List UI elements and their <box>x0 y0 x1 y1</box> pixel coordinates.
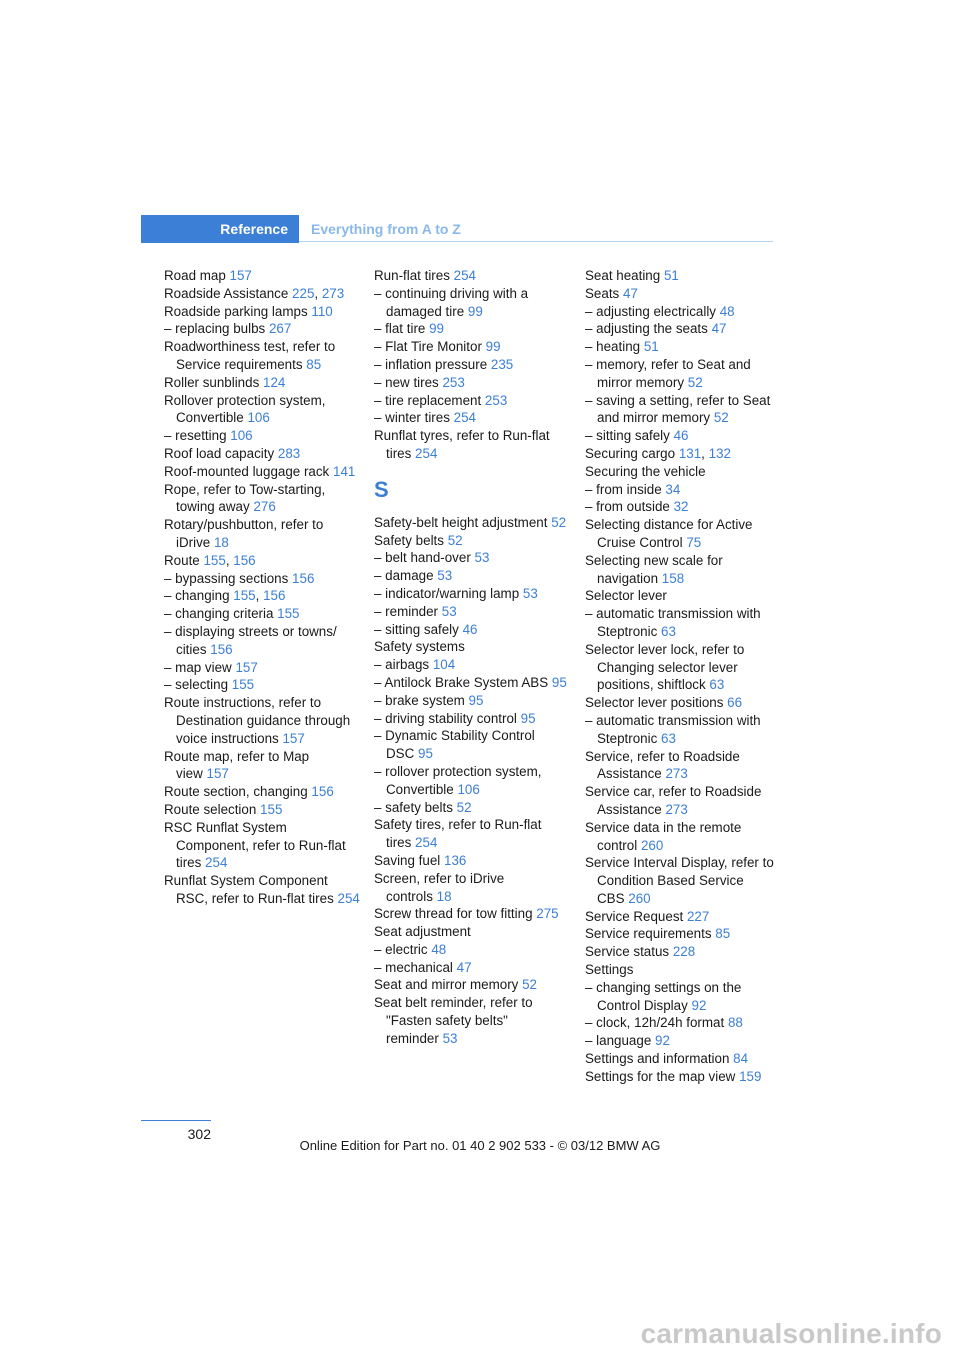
index-entry-text: Rollover protection system, Convertible <box>164 392 326 426</box>
index-entry-text: – automatic transmission with Steptronic <box>585 606 761 639</box>
index-entry-text: Route instructions, refer to Destination guidance through voice instructions <box>164 695 351 746</box>
index-entry <box>164 303 362 321</box>
index-entry-text: Rotary/pushbutton, refer to iDrive <box>164 517 324 550</box>
index-entry-text: Route section, changing <box>164 784 308 800</box>
index-entry-text: Settings and information <box>585 1051 730 1067</box>
index-entry <box>164 623 362 659</box>
index-entry-text: Service data in the remote control <box>585 819 742 853</box>
index-entry-text: Saving fuel <box>374 852 441 868</box>
page-reference-link[interactable]: 99 <box>485 339 501 355</box>
index-entry-text: – belt hand-over <box>374 550 471 566</box>
page-reference-link[interactable]: 131 <box>678 445 702 461</box>
index-entry <box>585 961 783 979</box>
page-reference-link[interactable]: 106 <box>457 781 480 797</box>
page-reference-link[interactable]: 124 <box>263 374 286 390</box>
page-reference-link[interactable]: 106 <box>247 410 270 426</box>
index-entry-text: – continuing driving with a damaged tire <box>374 285 529 319</box>
index-entry-text: Seat belt reminder, refer to "Fasten safety belts" reminder <box>374 995 533 1046</box>
index-entry <box>374 549 572 567</box>
page-reference-link[interactable]: 75 <box>686 534 702 550</box>
index-entry-text: Service Request <box>585 908 684 924</box>
page-reference-link[interactable]: 254 <box>415 835 438 851</box>
page-reference-link[interactable]: 85 <box>306 356 322 372</box>
index-entry <box>374 392 572 410</box>
page-reference-link[interactable]: 155 <box>260 801 283 817</box>
page-reference-link[interactable]: 254 <box>205 855 228 871</box>
page-reference-link[interactable]: 34 <box>665 481 681 497</box>
index-entry <box>164 463 362 481</box>
index-entry <box>164 605 362 623</box>
index-entry <box>585 303 783 321</box>
index-entry-text: Safety systems <box>374 639 465 655</box>
index-entry-text: Roadworthiness test, refer to Service requirements <box>164 339 336 372</box>
page-reference-link[interactable]: 92 <box>655 1033 670 1049</box>
index-entry <box>164 659 362 677</box>
index-entry-text: – displaying streets or towns/ cities <box>164 623 337 657</box>
index-entry-text: Securing cargo <box>585 445 676 461</box>
page-reference-link[interactable]: 157 <box>235 659 258 675</box>
index-entry-text: – selecting <box>164 677 229 693</box>
page-reference-link[interactable]: 18 <box>213 534 229 550</box>
page-reference-link[interactable]: 157 <box>282 730 305 746</box>
index-entry <box>374 905 572 923</box>
page-reference-link[interactable]: 155 <box>277 606 300 622</box>
index-entry <box>164 748 362 784</box>
page-reference-link[interactable]: 95 <box>520 710 536 726</box>
index-entry <box>374 852 572 870</box>
page-reference-link[interactable]: 88 <box>727 1015 743 1031</box>
page-reference-link[interactable]: 260 <box>628 890 651 906</box>
index-column-3 <box>585 267 783 1086</box>
page-reference-link[interactable]: 254 <box>415 445 438 461</box>
index-entry-text: Roadside parking lamps <box>164 303 308 319</box>
index-entry-text: Roller sunblinds <box>164 374 260 390</box>
index-entry-text: – heating <box>585 339 641 355</box>
page-reference-link[interactable]: 155 <box>233 588 256 604</box>
index-entry <box>585 463 783 481</box>
page-reference-link[interactable]: 253 <box>442 374 465 390</box>
index-entry <box>585 498 783 516</box>
index-entry-text: Roadside Assistance <box>164 285 289 301</box>
index-entry-text: Selecting distance for Active Cruise Control <box>585 517 753 550</box>
index-entry-text: – map view <box>164 659 232 675</box>
index-entry-text: Seat and mirror memory <box>374 977 519 993</box>
index-entry-text: Roof load capacity <box>164 445 275 461</box>
index-entry-text: Seat heating <box>585 268 661 283</box>
page-reference-link[interactable]: 52 <box>456 799 472 815</box>
page-reference-link[interactable]: 52 <box>687 374 703 390</box>
index-entry-text: – driving stability control <box>374 710 517 726</box>
index-entry <box>585 320 783 338</box>
index-entry <box>374 427 572 463</box>
page-reference-link[interactable]: 225 <box>292 285 315 301</box>
index-entry-text: – changing settings on the Control Display <box>585 979 742 1013</box>
index-entry <box>585 1050 783 1068</box>
index-entry <box>585 819 783 855</box>
index-entry-text: – brake system <box>374 692 465 708</box>
page-reference-link[interactable]: 156 <box>263 588 286 604</box>
index-entry-text: – saving a setting, refer to Seat and mirror memory <box>585 392 771 426</box>
page-reference-link[interactable]: 51 <box>643 339 659 355</box>
index-entry <box>374 285 572 321</box>
index-entry <box>585 1032 783 1050</box>
page-reference-link[interactable]: 46 <box>462 621 478 637</box>
index-entry <box>374 799 572 817</box>
index-entry <box>374 941 572 959</box>
page-reference-link[interactable]: 156 <box>311 784 334 800</box>
page-reference-link[interactable]: 32 <box>673 499 689 515</box>
page-reference-link[interactable]: 155 <box>231 677 255 693</box>
index-entry: Route 155, 156 <box>164 552 256 568</box>
index-entry <box>374 692 572 710</box>
index-entry-text: – indicator/warning lamp <box>374 585 520 601</box>
index-entry <box>374 923 572 941</box>
index-entry <box>164 694 362 747</box>
page-reference-link[interactable]: 158 <box>661 570 685 586</box>
index-entry <box>374 870 572 906</box>
section-letter-heading: S <box>374 476 389 502</box>
page-number: 302 <box>187 1126 211 1142</box>
index-entry <box>164 338 362 374</box>
index-entry <box>585 712 783 748</box>
index-entry-text: – rollover protection system, Convertible <box>374 763 542 797</box>
index-entry <box>585 605 783 641</box>
index-entry-text: – from outside <box>585 499 670 515</box>
index-entry-text: – clock, 12h/24h format <box>585 1015 725 1031</box>
index-entry <box>374 710 572 728</box>
index-entry-text: Selector lever positions <box>585 695 724 711</box>
page-reference-link[interactable]: 273 <box>665 766 688 782</box>
index-entry-text: – adjusting electrically <box>585 303 716 319</box>
page-reference-link[interactable]: 283 <box>277 445 301 461</box>
index-entry-text: Screw thread for tow fitting <box>374 906 533 922</box>
page-reference-link[interactable]: 48 <box>719 303 735 319</box>
page-reference-link[interactable]: 104 <box>432 657 456 673</box>
index-entry-text: – memory, refer to Seat and mirror memory <box>585 356 751 390</box>
header-divider <box>299 241 773 242</box>
index-entry-text: Selector lever lock, refer to Changing selector lever positions, shiftlock <box>585 641 745 693</box>
page-reference-link[interactable]: 47 <box>456 959 472 975</box>
page-reference-link[interactable]: 273 <box>321 285 345 301</box>
footer-divider <box>141 1120 211 1121</box>
index-entry <box>585 587 783 605</box>
index-entry <box>585 392 783 428</box>
page-reference-link[interactable]: 53 <box>522 585 538 601</box>
page-reference-link[interactable]: 95 <box>418 746 433 762</box>
index-entry <box>585 925 783 943</box>
index-entry-text: Runflat tyres, refer to Run-flat tires <box>374 428 550 461</box>
page-reference-link[interactable]: 48 <box>431 941 447 957</box>
index-entry-text: – automatic transmission with Steptronic <box>585 712 761 746</box>
page-reference-link[interactable]: 157 <box>206 766 229 782</box>
page-reference-link[interactable]: 227 <box>686 908 710 924</box>
index-entry-text: – electric <box>374 941 428 957</box>
page-reference-link[interactable]: 155 <box>203 552 226 568</box>
index-entry-text: – Flat Tire Monitor <box>374 339 482 355</box>
index-entry-text: – replacing bulbs <box>164 321 266 337</box>
index-entry-text: Service Interval Display, refer to Condition Based Service CBS <box>585 855 774 906</box>
index-entry-text: – airbags <box>374 657 430 673</box>
index-entry-text: – damage <box>374 568 434 584</box>
index-entry <box>585 516 783 552</box>
page-reference-link[interactable]: 156 <box>210 641 233 657</box>
index-entry <box>374 374 572 392</box>
index-entry <box>585 552 783 588</box>
index-entry <box>374 994 572 1047</box>
index-entry <box>374 816 572 852</box>
index-entry: Roadside Assistance 225, 273 <box>164 285 345 301</box>
index-entry: Securing cargo 131, 132 <box>585 445 731 461</box>
page-reference-link[interactable]: 52 <box>713 410 729 426</box>
page-reference-link[interactable]: 235 <box>490 356 514 372</box>
index-entry-text: – reminder <box>374 603 439 619</box>
index-entry <box>585 979 783 1015</box>
index-entry-text: – sitting safely <box>374 621 459 637</box>
page-reference-link[interactable]: 159 <box>739 1068 762 1084</box>
page-reference-link[interactable]: 63 <box>661 623 676 639</box>
index-entry <box>374 320 572 338</box>
page-reference-link[interactable]: 47 <box>711 321 727 337</box>
index-entry <box>585 748 783 784</box>
page-reference-link[interactable]: 99 <box>467 303 483 319</box>
watermark-logo: carmanualsonline.info <box>640 1318 942 1349</box>
index-entry-text: – inflation pressure <box>374 356 488 372</box>
index-entry-text: Settings <box>585 962 634 978</box>
index-entry <box>585 427 783 445</box>
page-reference-link[interactable]: 53 <box>442 1030 458 1046</box>
index-column-2 <box>374 267 572 1048</box>
index-entry <box>164 374 362 392</box>
index-entry <box>374 514 572 532</box>
index-entry-text: Securing the vehicle <box>585 463 706 479</box>
page-reference-link[interactable]: 276 <box>253 499 276 515</box>
page-reference-link[interactable]: 53 <box>441 603 457 619</box>
page-reference-link[interactable]: 95 <box>551 674 567 690</box>
index-entry <box>585 356 783 392</box>
index-entry-text: Service requirements <box>585 926 712 942</box>
index-entry-text: – safety belts <box>374 799 453 815</box>
index-entry <box>374 959 572 977</box>
index-column-1 <box>164 267 362 908</box>
index-entry <box>164 267 362 285</box>
index-entry <box>374 409 572 427</box>
page-reference-link[interactable]: 156 <box>292 570 315 586</box>
index-entry-text: – language <box>585 1033 652 1049</box>
index-entry-text: Screen, refer to iDrive controls <box>374 870 505 904</box>
page-reference-link[interactable]: 254 <box>337 890 360 906</box>
index-entry-text: Rope, refer to Tow-starting, towing away <box>164 481 326 515</box>
page-reference-link[interactable]: 254 <box>453 410 476 426</box>
page-reference-link[interactable]: 136 <box>444 852 467 868</box>
page-reference-link[interactable]: 157 <box>229 268 252 283</box>
index-entry <box>374 267 572 285</box>
index-entry <box>374 727 572 763</box>
index-entry <box>374 638 572 656</box>
index-entry-text: Safety belts <box>374 532 444 548</box>
index-entry-text: Safety tires, refer to Run-flat tires <box>374 817 542 851</box>
index-entry <box>374 621 572 639</box>
index-entry <box>164 819 362 872</box>
index-entry-text: – Antilock Brake System ABS <box>374 674 549 690</box>
page-reference-link[interactable]: 51 <box>663 268 679 283</box>
index-entry <box>585 694 783 712</box>
edition-notice: Online Edition for Part no. 01 40 2 902 533 - © 03/12 BMW AG <box>299 1138 661 1153</box>
index-entry <box>585 267 783 285</box>
index-entry-text: Run-flat tires <box>374 268 450 283</box>
page-reference-link[interactable]: 254 <box>453 268 476 283</box>
page-reference-link[interactable]: 132 <box>708 445 731 461</box>
index-entry-text: – Dynamic Stability Control DSC <box>374 728 535 762</box>
index-entry-text: Service status <box>585 944 670 960</box>
page-reference-link[interactable]: 85 <box>715 926 731 942</box>
index-entry <box>164 872 362 908</box>
index-entry: – changing 155, 156 <box>164 588 286 604</box>
index-entry <box>164 570 362 588</box>
index-entry <box>164 801 362 819</box>
page-reference-link[interactable]: 273 <box>665 801 688 817</box>
page-reference-link[interactable]: 18 <box>436 888 452 904</box>
index-entry-text: – new tires <box>374 374 439 390</box>
index-entry <box>585 1014 783 1032</box>
index-entry <box>374 656 572 674</box>
index-entry-text: Safety-belt height adjustment <box>374 514 548 530</box>
index-entry <box>164 676 362 694</box>
index-entry <box>374 567 572 585</box>
page-reference-link[interactable]: 84 <box>733 1051 749 1067</box>
index-entry <box>585 908 783 926</box>
index-entry-text: Route map, refer to Map view <box>164 748 310 782</box>
index-entry <box>374 338 572 356</box>
index-entry <box>164 481 362 517</box>
page-reference-link[interactable]: 110 <box>311 303 333 319</box>
index-entry <box>374 763 572 799</box>
index-entry-text: Selecting new scale for navigation <box>585 552 723 586</box>
index-entry-text: RSC Runflat System Component, refer to Run-flat tires <box>164 819 346 871</box>
index-entry <box>164 445 362 463</box>
index-entry-text: – changing <box>164 588 230 604</box>
index-entry-text: Roof-mounted luggage rack <box>164 463 330 479</box>
index-entry <box>164 427 362 445</box>
index-entry-text: – resetting <box>164 428 227 444</box>
index-entry <box>374 585 572 603</box>
page-reference-link[interactable]: 253 <box>484 392 508 408</box>
page-reference-link[interactable]: 63 <box>661 730 676 746</box>
page-reference-link[interactable]: 47 <box>622 285 638 301</box>
index-entry <box>585 1068 783 1086</box>
index-entry <box>374 976 572 994</box>
index-entry <box>374 532 572 550</box>
index-entry-text: Route selection <box>164 801 257 817</box>
index-entry-text: Settings for the map view <box>585 1068 736 1084</box>
page-reference-link[interactable]: 228 <box>672 944 696 960</box>
index-entry-text: – mechanical <box>374 959 453 975</box>
index-entry-text: Selector lever <box>585 588 667 604</box>
index-entry <box>374 674 572 692</box>
index-entry-text: – flat tire <box>374 321 426 337</box>
page-reference-link[interactable]: 275 <box>536 906 559 922</box>
index-entry-text: – tire replacement <box>374 392 482 408</box>
page-reference-link[interactable]: 53 <box>474 550 490 566</box>
section-tab: Reference <box>141 215 299 243</box>
index-entry-text: – sitting safely <box>585 428 670 444</box>
page-reference-link[interactable]: 92 <box>691 997 707 1013</box>
page-reference-link[interactable]: 99 <box>429 321 444 337</box>
index-entry <box>164 392 362 428</box>
page-reference-link[interactable]: 52 <box>447 532 463 548</box>
index-entry-text: Route <box>164 552 200 568</box>
index-entry-text: Service car, refer to Roadside Assistance <box>585 784 762 817</box>
index-entry <box>585 285 783 303</box>
page-reference-link[interactable]: 141 <box>333 463 356 479</box>
page-reference-link[interactable]: 52 <box>551 514 567 530</box>
index-entry-text: Runflat System Component RSC, refer to Run-flat tires <box>164 873 334 906</box>
page-reference-link[interactable]: 156 <box>233 552 256 568</box>
index-entry <box>374 356 572 374</box>
index-entry-text: – winter tires <box>374 410 450 426</box>
index-entry <box>585 338 783 356</box>
page-title: Everything from A to Z <box>311 221 461 237</box>
index-entry-text: Road map <box>164 268 226 283</box>
page-reference-link[interactable]: 267 <box>268 321 292 337</box>
index-entry <box>164 320 362 338</box>
index-entry <box>374 603 572 621</box>
page-reference-link[interactable]: 53 <box>437 568 453 584</box>
page-reference-link[interactable]: 66 <box>727 695 743 711</box>
index-entry <box>585 481 783 499</box>
index-entry <box>164 783 362 801</box>
page-reference-link[interactable]: 260 <box>640 837 664 853</box>
index-entry-text: Service, refer to Roadside Assistance <box>585 748 740 782</box>
index-entry-text: Seat adjustment <box>374 924 471 940</box>
page-reference-link[interactable]: 52 <box>522 977 538 993</box>
page-reference-link[interactable]: 95 <box>468 692 484 708</box>
index-entry-text: – from inside <box>585 481 662 497</box>
index-entry <box>585 943 783 961</box>
index-entry <box>585 783 783 819</box>
index-entry <box>585 854 783 907</box>
page-reference-link[interactable]: 106 <box>230 428 253 444</box>
index-entry-text: – adjusting the seats <box>585 321 708 337</box>
page-reference-link[interactable]: 46 <box>673 428 689 444</box>
index-entry <box>585 641 783 694</box>
page-reference-link[interactable]: 63 <box>709 677 725 693</box>
index-entry <box>164 516 362 552</box>
index-entry-text: Seats <box>585 285 620 301</box>
index-entry-text: – bypassing sections <box>164 570 289 586</box>
index-entry-text: – changing criteria <box>164 606 274 622</box>
